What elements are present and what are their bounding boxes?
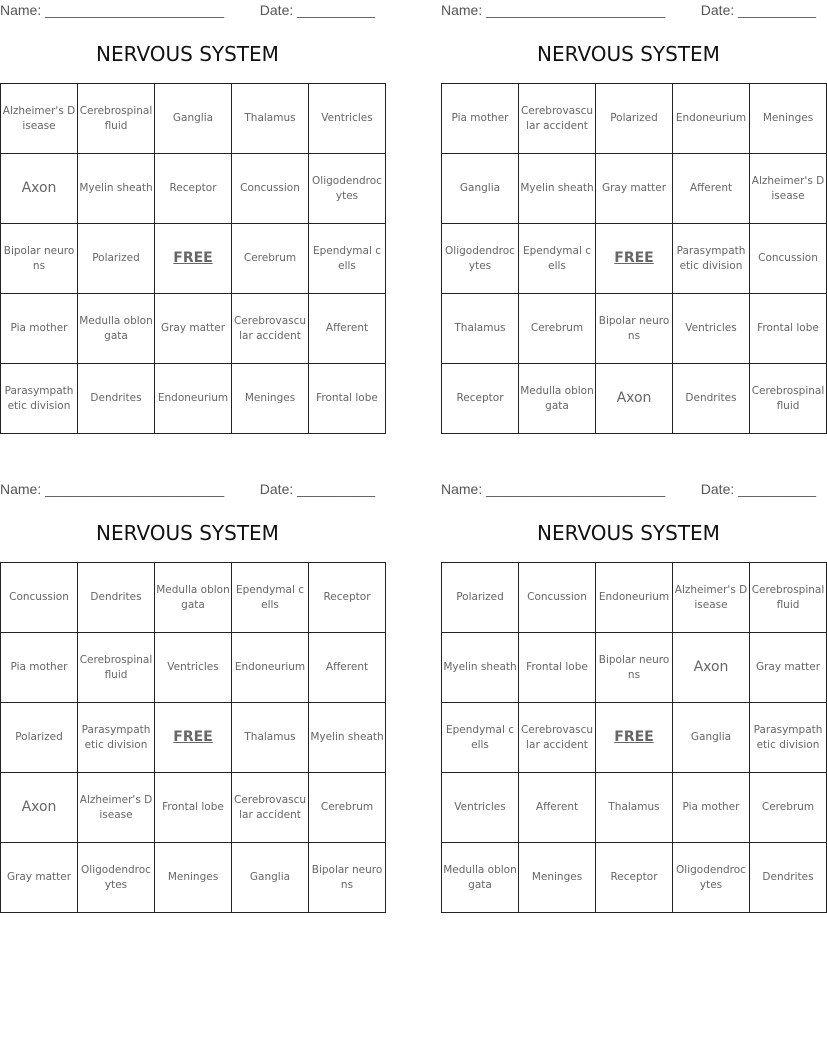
bingo-row (1, 633, 386, 703)
bingo-cell: Cerebrovascular accident (232, 773, 309, 843)
date-field-label: Date: __________ (700, 481, 816, 497)
bingo-cell: Gray matter (1, 843, 78, 913)
free-space-cell: FREE (596, 224, 673, 294)
bingo-cell: Ependymal cells (309, 224, 386, 294)
bingo-cell: Bipolar neurons (596, 294, 673, 364)
bingo-grid (0, 83, 386, 434)
name-field-label: Name: _______________________ (441, 481, 666, 497)
bingo-grid (441, 83, 827, 434)
bingo-cell: Axon (1, 773, 78, 843)
bingo-cell: Cerebrovascular accident (519, 703, 596, 773)
bingo-card (0, 479, 384, 891)
bingo-cell: Endoneurium (673, 84, 750, 154)
bingo-cell: Concussion (232, 154, 309, 224)
bingo-cell: Medulla oblongata (78, 294, 155, 364)
bingo-row (1, 224, 386, 294)
bingo-cell: Alzheimer's Disease (750, 154, 827, 224)
bingo-cell: Frontal lobe (309, 364, 386, 434)
card-header (0, 479, 375, 501)
date-field-label: Date: __________ (259, 2, 375, 18)
bingo-cell: Frontal lobe (155, 773, 232, 843)
free-space-cell: FREE (596, 703, 673, 773)
bingo-grid (441, 562, 827, 913)
bingo-cell: Myelin sheath (519, 154, 596, 224)
card-title: NERVOUS SYSTEM (537, 521, 720, 545)
bingo-row (1, 843, 386, 913)
bingo-cell: Ventricles (442, 773, 519, 843)
bingo-cell: Meninges (750, 84, 827, 154)
bingo-cell: Afferent (673, 154, 750, 224)
bingo-cell: Ependymal cells (519, 224, 596, 294)
bingo-cell: Ganglia (155, 84, 232, 154)
bingo-cell: Cerebrum (519, 294, 596, 364)
bingo-cell: Meninges (155, 843, 232, 913)
bingo-row (1, 703, 386, 773)
bingo-row (442, 843, 827, 913)
bingo-row (442, 224, 827, 294)
card-title: NERVOUS SYSTEM (96, 521, 279, 545)
bingo-cell: Thalamus (442, 294, 519, 364)
bingo-cell: Thalamus (232, 703, 309, 773)
bingo-row (1, 563, 386, 633)
bingo-cell: Bipolar neurons (309, 843, 386, 913)
bingo-cell: Concussion (519, 563, 596, 633)
bingo-cell: Cerebrum (309, 773, 386, 843)
bingo-row (1, 364, 386, 434)
bingo-row (442, 633, 827, 703)
bingo-cell: Dendrites (78, 364, 155, 434)
card-title: NERVOUS SYSTEM (96, 42, 279, 66)
bingo-cell: Myelin sheath (309, 703, 386, 773)
bingo-cell: Endoneurium (232, 633, 309, 703)
bingo-cell: Cerebrovascular accident (232, 294, 309, 364)
bingo-row (1, 154, 386, 224)
bingo-cell: Alzheimer's Disease (78, 773, 155, 843)
name-field-label: Name: _______________________ (0, 2, 225, 18)
bingo-cell: Oligodendrocytes (442, 224, 519, 294)
bingo-cell: Cerebrovascular accident (519, 84, 596, 154)
bingo-cell: Pia mother (1, 633, 78, 703)
bingo-cell: Cerebrospinal fluid (750, 364, 827, 434)
bingo-cell: Cerebrospinal fluid (78, 633, 155, 703)
bingo-row (442, 364, 827, 434)
bingo-cell: Frontal lobe (750, 294, 827, 364)
bingo-cell: Receptor (596, 843, 673, 913)
bingo-cell: Parasympathetic division (78, 703, 155, 773)
bingo-row (1, 294, 386, 364)
bingo-cell: Receptor (309, 563, 386, 633)
bingo-cell: Pia mother (442, 84, 519, 154)
bingo-cell: Myelin sheath (442, 633, 519, 703)
bingo-cell: Alzheimer's Disease (673, 563, 750, 633)
bingo-cell: Ventricles (309, 84, 386, 154)
bingo-cell: Polarized (442, 563, 519, 633)
bingo-row (1, 773, 386, 843)
bingo-cell: Thalamus (232, 84, 309, 154)
bingo-cell: Bipolar neurons (1, 224, 78, 294)
bingo-cell: Axon (1, 154, 78, 224)
bingo-row (1, 84, 386, 154)
name-field-label: Name: _______________________ (441, 2, 666, 18)
bingo-cell: Medulla oblongata (519, 364, 596, 434)
bingo-grid (0, 562, 386, 913)
bingo-cell: Meninges (519, 843, 596, 913)
bingo-cell: Oligodendrocytes (78, 843, 155, 913)
bingo-cell: Concussion (750, 224, 827, 294)
card-title: NERVOUS SYSTEM (537, 42, 720, 66)
bingo-cell: Receptor (442, 364, 519, 434)
bingo-row (442, 294, 827, 364)
card-header (441, 0, 816, 22)
bingo-cell: Polarized (596, 84, 673, 154)
bingo-cell: Meninges (232, 364, 309, 434)
free-space-cell: FREE (155, 703, 232, 773)
bingo-cell: Gray matter (596, 154, 673, 224)
bingo-row (442, 773, 827, 843)
bingo-card (441, 479, 825, 891)
bingo-row (442, 84, 827, 154)
bingo-cell: Ganglia (232, 843, 309, 913)
bingo-cell: Dendrites (750, 843, 827, 913)
bingo-cell: Cerebrospinal fluid (78, 84, 155, 154)
free-space-cell: FREE (155, 224, 232, 294)
bingo-cell: Concussion (1, 563, 78, 633)
bingo-cell: Cerebrospinal fluid (750, 563, 827, 633)
bingo-cell: Ganglia (673, 703, 750, 773)
bingo-cell: Endoneurium (596, 563, 673, 633)
bingo-cell: Polarized (78, 224, 155, 294)
bingo-cell: Cerebrum (232, 224, 309, 294)
bingo-cell: Pia mother (1, 294, 78, 364)
bingo-cell: Medulla oblongata (442, 843, 519, 913)
bingo-cell: Myelin sheath (78, 154, 155, 224)
bingo-row (442, 563, 827, 633)
bingo-cell: Dendrites (673, 364, 750, 434)
bingo-cell: Gray matter (155, 294, 232, 364)
card-header (0, 0, 375, 22)
bingo-cell: Axon (673, 633, 750, 703)
bingo-cell: Thalamus (596, 773, 673, 843)
bingo-cell: Afferent (519, 773, 596, 843)
bingo-cell: Receptor (155, 154, 232, 224)
bingo-row (442, 154, 827, 224)
bingo-row (442, 703, 827, 773)
bingo-cell: Axon (596, 364, 673, 434)
bingo-cell: Afferent (309, 294, 386, 364)
bingo-cell: Pia mother (673, 773, 750, 843)
bingo-cell: Frontal lobe (519, 633, 596, 703)
bingo-cell: Parasympathetic division (1, 364, 78, 434)
bingo-cell: Ependymal cells (232, 563, 309, 633)
date-field-label: Date: __________ (700, 2, 816, 18)
bingo-cell: Bipolar neurons (596, 633, 673, 703)
bingo-cell: Ependymal cells (442, 703, 519, 773)
card-header (441, 479, 816, 501)
date-field-label: Date: __________ (259, 481, 375, 497)
bingo-cell: Parasympathetic division (673, 224, 750, 294)
bingo-card (441, 0, 825, 412)
bingo-cell: Medulla oblongata (155, 563, 232, 633)
name-field-label: Name: _______________________ (0, 481, 225, 497)
bingo-cell: Endoneurium (155, 364, 232, 434)
bingo-cell: Oligodendrocytes (309, 154, 386, 224)
bingo-cell: Parasympathetic division (750, 703, 827, 773)
bingo-cell: Alzheimer's Disease (1, 84, 78, 154)
bingo-cell: Cerebrum (750, 773, 827, 843)
bingo-card (0, 0, 382, 412)
bingo-cell: Ventricles (155, 633, 232, 703)
bingo-cell: Gray matter (750, 633, 827, 703)
bingo-cell: Oligodendrocytes (673, 843, 750, 913)
bingo-cell: Afferent (309, 633, 386, 703)
bingo-cell: Dendrites (78, 563, 155, 633)
bingo-cell: Ventricles (673, 294, 750, 364)
bingo-cell: Ganglia (442, 154, 519, 224)
bingo-cell: Polarized (1, 703, 78, 773)
